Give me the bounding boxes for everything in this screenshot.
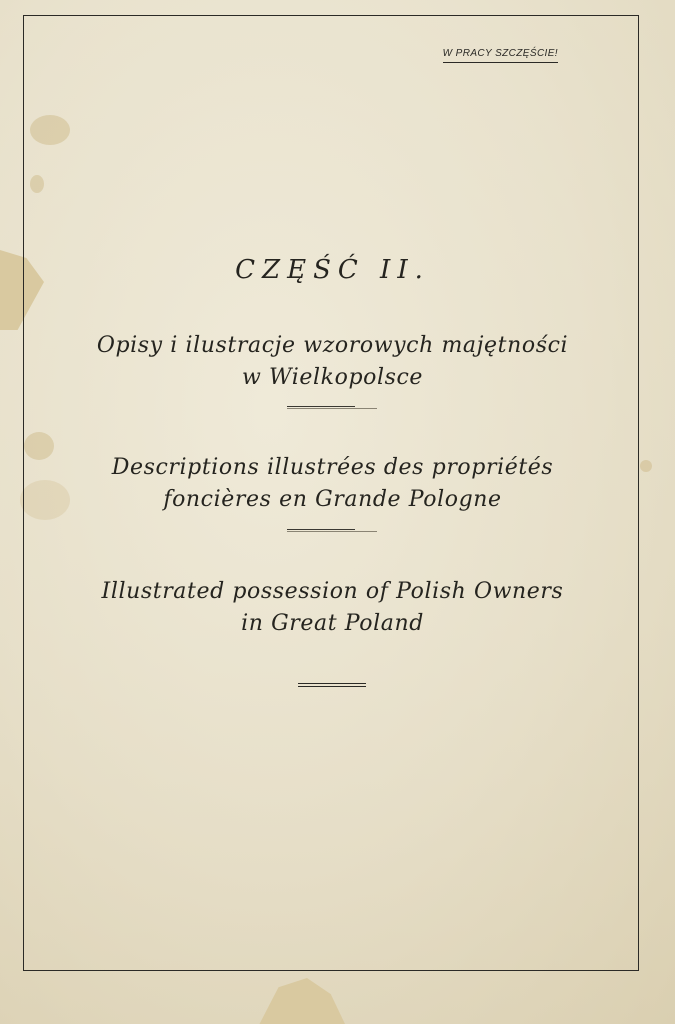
divider-rule bbox=[287, 406, 377, 409]
english-subtitle-line-2: in Great Poland bbox=[241, 611, 424, 636]
english-subtitle bbox=[80, 576, 585, 640]
polish-subtitle-line-1: Opisy i ilustracje wzorowych majętności bbox=[96, 333, 569, 358]
divider-rule bbox=[287, 529, 377, 532]
french-subtitle-line-1: Descriptions illustrées des propriétés bbox=[111, 455, 554, 480]
polish-subtitle-line-2: w Wielkopolsce bbox=[241, 365, 424, 390]
closing-double-rule bbox=[298, 683, 366, 687]
french-subtitle-line-2: foncières en Grande Pologne bbox=[163, 487, 502, 512]
french-subtitle bbox=[80, 452, 585, 516]
part-title: CZĘŚĆ II. bbox=[235, 255, 430, 285]
polish-subtitle bbox=[80, 330, 585, 394]
age-stain bbox=[640, 460, 652, 472]
english-subtitle-line-1: Illustrated possession of Polish Owners bbox=[101, 579, 564, 604]
motto: W PRACY SZCZĘŚCIE! bbox=[443, 48, 558, 63]
